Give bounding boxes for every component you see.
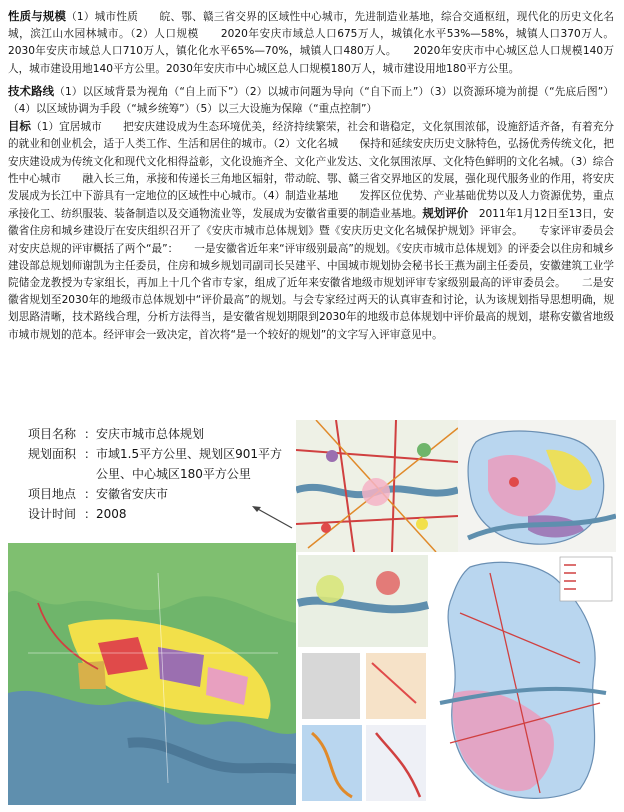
info-key-area: 规划面积 [28, 447, 77, 461]
info-key-name: 项目名称 [28, 427, 77, 441]
article-text [8, 8, 614, 344]
provincial-map-image [430, 553, 616, 805]
regional-map-image [296, 420, 458, 552]
info-val-location: 安徽省安庆市 [96, 487, 169, 501]
info-row-area [28, 444, 290, 484]
info-sep: ： [84, 507, 97, 521]
info-sep: ： [84, 447, 97, 461]
info-key-time: 设计时间 [28, 507, 77, 521]
analysis-maps-collage-image [296, 553, 430, 805]
info-val-area: 市域1.5平方公里、规划区901平方公里、中心城区180平方公里 [96, 447, 282, 481]
heading-mubiao: 目标 [8, 119, 31, 134]
text-xingzhi: （1）城市性质 皖、鄂、赣三省交界的区域性中心城市，先进制造业基地，综合交通枢纽，现代化的历史文化名城，滨江山水园林城市。（2）人口规模 2020年安庆市域总人口675万人，城镇化水平53%—58%，城镇人口370万人。2030年安庆市域总人口710万人，镇化化水平65%—70%，城镇人口480万人。 2020年安庆市中心城区总人口规模140万人，城市建设用地140平方公里。2030年安庆市中心城区总人口规模180万人，城市建设用地180平方公里。 [8, 11, 614, 75]
paragraph-jishu [8, 83, 614, 118]
info-key-location: 项目地点 [28, 487, 77, 501]
text-jishu: （1）以区域背景为视角（“自上而下”）（2）以城市问题为导向（“自下而上”）（3）以资源环境为前提（“先底后图”）（4）以区域协调为手段（“城乡统筹”）（5）以三大设施为保障（“重点控制”） [8, 85, 614, 116]
heading-xingzhi: 性质与规模 [8, 9, 67, 23]
info-sep: ： [84, 487, 97, 501]
info-val-time: 2008 [96, 507, 127, 521]
info-row-name [28, 424, 290, 444]
heading-jishu: 技术路线 [8, 83, 55, 98]
info-row-location [28, 484, 290, 504]
text-mubiao: （1）宜居城市 把安庆建设成为生态环境优美，经济持续繁荣，社会和谐稳定，文化氛围浓郁，设施舒适齐备，有着充分的就业和创业机会，适于人类工作、生活和居住的城市。（2）文化名城 保持和延续安庆历史文脉特色，弘扬优秀传统文化，把安庆建设成为传统文化和现代文化相得益彰，文化设施齐全、文化产业发达、文化氛围浓厚、文化特色鲜明的文化名城。（3）综合性中心城市 融入长三角，承接和传递长三角地区辐射，带动皖、鄂、赣三省交界地区的发展，强化现代服务业的作用，将安庆发展成为长江中下游具有一定地位的区域性中心城市。（4）制造业基地 发挥区位优势、产业基础优势以及人力资源优势，重点承接化工、纺织服装、装备制造以及交通物流业等，发展成为安徽省重要的制造业基地。 [8, 121, 614, 221]
land-use-map-image [8, 543, 296, 805]
info-val-name: 安庆市城市总体规划 [96, 427, 205, 441]
county-planning-map-image [458, 420, 616, 552]
paragraph-mubiao [8, 118, 614, 344]
pointer-arrow-icon [250, 504, 294, 530]
info-sep: ： [84, 427, 97, 441]
paragraph-xingzhi [8, 8, 614, 78]
heading-pingjia: 规划评价 [422, 206, 469, 221]
text-pingjia: 2011年1月12日至13日，安徽省住房和城乡建设厅在安庆组织召开了《安庆市城市总体规划》暨《安庆历史文化名城保护规划》评审会。 专家评审委员会对安庆总规的评审概括了两个“最”： 一是安徽省近年来“评审级别最高”的规划。《安庆市城市总体规划》的评委会以住房和城乡建设部总规划师谢凯为主任委员，住房和城乡规划司副司长吴建平、中国城市规划协会秘书长王燕为副主任委员，安徽建筑工业学院储金龙教授为专家组长，再加上十几个省市专家，组成了近年来安徽省地级市规划评审专家级别最高的评审委员会。 二是安徽省规划至2030年的地级市总体规划中“评价最高”的规划。与会专家经过两天的认真审查和讨论，认为该规划指导思想明确，规划思路清晰，技术路线合理，分析方法得当，是安徽省规划期限到2030年的地级市总体规划中评价最高的规划，堪称安徽省地级市城市规划的范本。经评审会一致决定，首次将“是一个较好的规划”的文字写入评审意见中。 [8, 208, 614, 341]
